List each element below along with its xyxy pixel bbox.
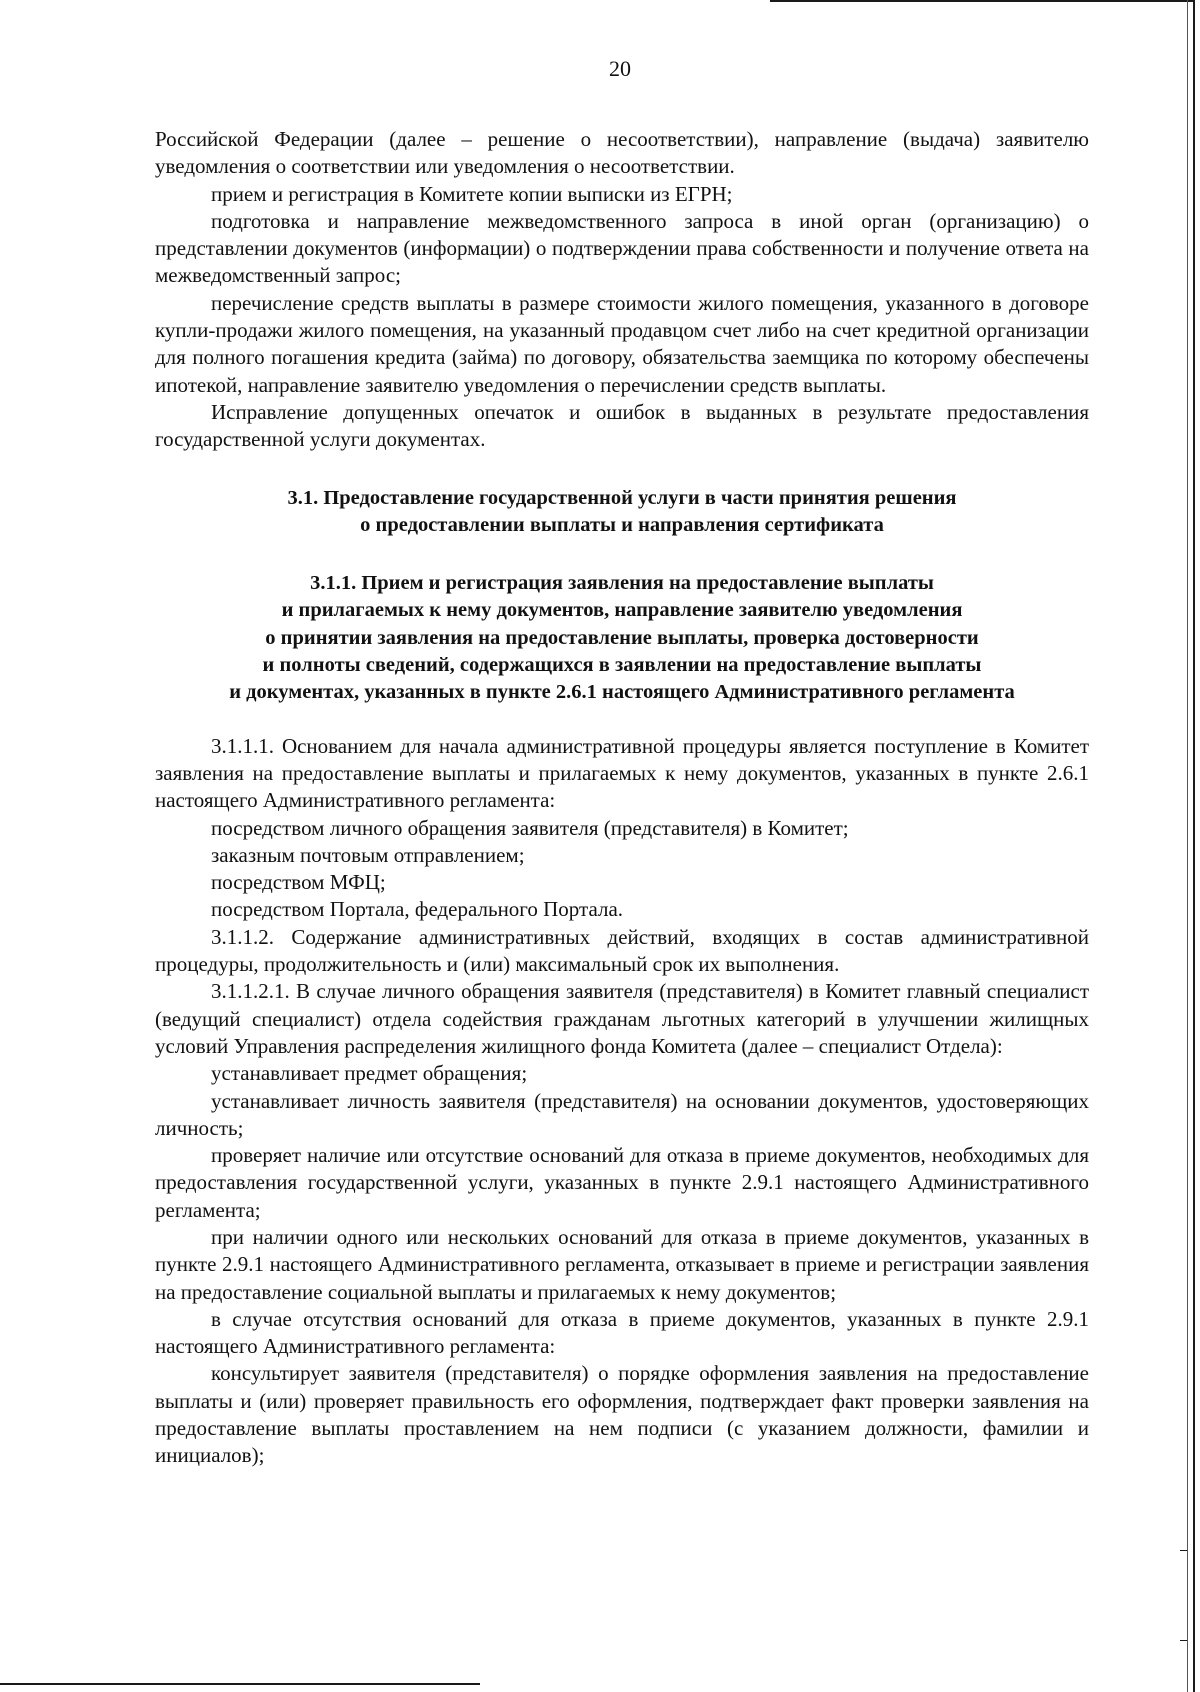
- subsection-heading-line: и документах, указанных в пункте 2.6.1 настоящего Административного регламента: [229, 681, 1015, 704]
- subsection-heading-line: о принятии заявления на предоставление выплаты, проверка достоверности: [265, 626, 979, 649]
- scan-border-right: [1193, 0, 1195, 1692]
- scan-border-top: [770, 0, 1194, 2]
- paragraph: устанавливает предмет обращения;: [211, 1061, 528, 1086]
- subsection-heading-line: и прилагаемых к нему документов, направление заявителю уведомления: [281, 599, 963, 622]
- subsection-heading-line: 3.1.1. Прием и регистрация заявления на предоставление выплаты: [310, 572, 934, 595]
- paragraph: перечисление средств выплаты в размере стоимости жилого помещения, указанного в договоре купли-продажи жилого помещения, на указанный продавцом счет либо на счет кредитной организации для полного погашения кредита (займа) по договору, обязательства заемщика по которому обеспечены ипотекой, направление заявителю уведомления о перечислении средств выплаты.: [155, 290, 1089, 397]
- procedure-paragraphs: [155, 733, 1089, 1470]
- spacer: [155, 707, 1089, 733]
- paragraph: проверяет наличие или отсутствие оснований для отказа в приеме документов, необходимых для предоставления государственной услуги, указанных в пункте 2.9.1 настоящего Административного регламента;: [155, 1143, 1089, 1222]
- paragraph: устанавливает личность заявителя (представителя) на основании документов, удостоверяющих личность;: [155, 1088, 1089, 1140]
- intro-paragraphs: [155, 126, 1089, 454]
- section-heading: [155, 485, 1089, 540]
- scan-border-bottom: [0, 1683, 480, 1685]
- scan-border-mark: [1180, 1550, 1187, 1551]
- paragraph: при наличии одного или нескольких оснований для отказа в приеме документов, указанных в пункте 2.9.1 настоящего Административного регламента, отказывает в приеме и регистрации заявления на предоставление социальной выплаты и прилагаемых к нему документов;: [155, 1224, 1089, 1304]
- spacer: [155, 539, 1089, 570]
- spacer: [155, 454, 1089, 485]
- section-heading-line: 3.1. Предоставление государственной услуги в части принятия решения: [287, 486, 957, 509]
- paragraph: в случае отсутствия оснований для отказа в приеме документов, указанных в пункте 2.9.1 настоящего Административного регламента:: [155, 1306, 1089, 1359]
- paragraph: посредством МФЦ;: [211, 870, 386, 895]
- subsection-heading: [155, 570, 1089, 706]
- paragraph: посредством Портала, федерального Портала.: [211, 897, 624, 922]
- paragraph: 3.1.1.2.1. В случае личного обращения заявителя (представителя) в Комитет главный специалист (ведущий специалист) отдела содействия гражданам льготных категорий в улучшении жилищных условий Управления распределения жилищного фонда Комитета (далее – специалист Отдела):: [155, 979, 1089, 1058]
- paragraph: посредством личного обращения заявителя (представителя) в Комитет;: [211, 815, 849, 840]
- paragraph: 3.1.1.1. Основанием для начала административной процедуры является поступление в Комитет заявления на предоставление выплаты и прилагаемых к нему документов, указанных в пункте 2.6.1 настоящего Административного регламента:: [155, 733, 1089, 813]
- scan-border-mark: [1180, 1640, 1187, 1641]
- paragraph: подготовка и направление межведомственного запроса в иной орган (организацию) о представлении документов (информации) о подтверждении права собственности и получение ответа на межведомственный запрос;: [155, 208, 1089, 288]
- paragraph: Исправление допущенных опечаток и ошибок в выданных в результате предоставления государственной услуги документах.: [155, 399, 1089, 452]
- subsection-heading-line: и полноты сведений, содержащихся в заявлении на предоставление выплаты: [262, 654, 982, 677]
- paragraph: консультирует заявителя (представителя) о порядке оформления заявления на предоставление выплаты и (или) проверяет правильность его оформления, подтверждает факт проверки заявления на предоставление выплаты проставлением на нем подписи (с указанием должности, фамилии и инициалов);: [155, 1361, 1089, 1468]
- scan-border-right-inner: [1187, 0, 1188, 1692]
- section-heading-line: о предоставлении выплаты и направления сертификата: [360, 513, 884, 536]
- paragraph: заказным почтовым отправлением;: [211, 842, 525, 867]
- page-number: 20: [609, 56, 631, 81]
- paragraph: Российской Федерации (далее – решение о несоответствии), направление (выдача) заявителю уведомления о соответствии или уведомления о несоответствии.: [155, 127, 1089, 179]
- document-body: [155, 126, 1089, 1470]
- paragraph: 3.1.1.2. Содержание административных действий, входящих в состав административной процедуры, продолжительность и (или) максимальный срок их выполнения.: [155, 924, 1089, 977]
- paragraph: прием и регистрация в Комитете копии выписки из ЕГРН;: [211, 181, 733, 206]
